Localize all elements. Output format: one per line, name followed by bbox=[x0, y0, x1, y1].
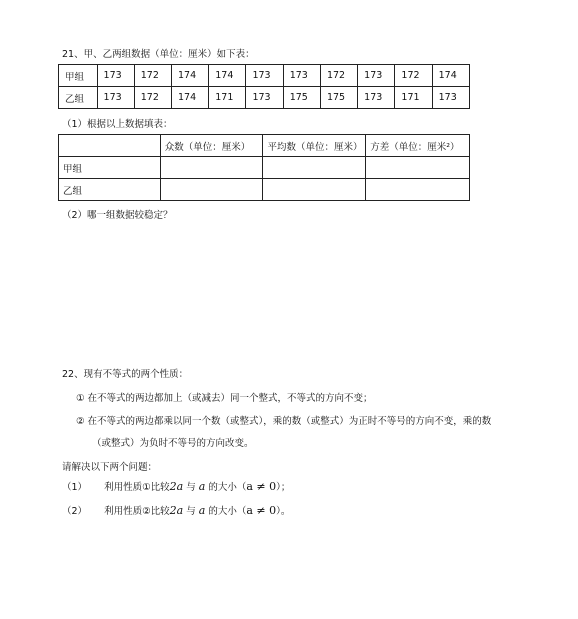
math-expr: 2a bbox=[169, 480, 184, 493]
table-cell: 174 bbox=[209, 65, 246, 87]
table-cell: 171 bbox=[209, 87, 246, 109]
property-2-line1: ② 在不等式的两边都乘以同一个数（或整式），乘的数（或整式）为正时不等号的方向不变，乘的数 bbox=[76, 416, 492, 427]
sub-number: （2） bbox=[62, 506, 88, 517]
q21-part1: （1）根据以上数据填表： bbox=[62, 119, 173, 130]
table-cell: 173 bbox=[97, 65, 134, 87]
table-cell: 173 bbox=[97, 87, 134, 109]
sub-text: 利用性质①比较 bbox=[104, 482, 170, 493]
instruction: 请解决以下两个问题： bbox=[62, 462, 158, 473]
property-2-line2: （或整式）为负时不等号的方向改变。 bbox=[92, 438, 254, 449]
table-row bbox=[59, 65, 470, 87]
sub-text: ）。 bbox=[276, 506, 291, 517]
header-cell: 方差（单位：厘米²） bbox=[366, 135, 470, 157]
property-1: ① 在不等式的两边都加上（或减去）同一个整式，不等式的方向不变； bbox=[76, 393, 373, 404]
table-cell: 174 bbox=[432, 65, 469, 87]
row-label: 乙组 bbox=[59, 179, 161, 201]
sub-text: 的大小（ bbox=[208, 482, 247, 493]
header-cell bbox=[59, 135, 161, 157]
sub-question-1 bbox=[62, 479, 290, 493]
data-table bbox=[58, 64, 470, 109]
table-row bbox=[59, 157, 470, 179]
sub-text: ）； bbox=[276, 482, 291, 493]
math-condition: a ≠ 0 bbox=[246, 504, 277, 517]
sub-text: 的大小（ bbox=[208, 506, 247, 517]
header-cell: 平均数（单位：厘米） bbox=[263, 135, 366, 157]
table-cell: 172 bbox=[134, 65, 171, 87]
table-cell: 172 bbox=[320, 65, 357, 87]
q22-title: 22、现有不等式的两个性质： bbox=[62, 369, 189, 380]
q21-part2: （2）哪一组数据较稳定？ bbox=[62, 210, 173, 221]
fill-table bbox=[58, 134, 470, 201]
table-cell: 175 bbox=[283, 87, 320, 109]
sub-text: 与 bbox=[186, 482, 196, 493]
table-cell: 171 bbox=[395, 87, 432, 109]
row-label: 乙组 bbox=[59, 87, 98, 109]
answer-cell[interactable] bbox=[263, 179, 366, 201]
math-condition: a ≠ 0 bbox=[246, 480, 277, 493]
row-label: 甲组 bbox=[59, 157, 161, 179]
table-cell: 173 bbox=[283, 65, 320, 87]
answer-cell[interactable] bbox=[366, 179, 470, 201]
math-expr: 2a bbox=[169, 504, 184, 517]
table-row bbox=[59, 179, 470, 201]
table-cell: 173 bbox=[246, 87, 283, 109]
math-expr: a bbox=[198, 504, 206, 517]
sub-text: 与 bbox=[186, 506, 196, 517]
sub-text: 利用性质②比较 bbox=[104, 506, 170, 517]
table-cell: 173 bbox=[358, 65, 395, 87]
header-cell: 众数（单位：厘米） bbox=[160, 135, 263, 157]
table-cell: 173 bbox=[358, 87, 395, 109]
answer-cell[interactable] bbox=[160, 157, 263, 179]
q21-title: 21、甲、乙两组数据（单位：厘米）如下表： bbox=[62, 49, 255, 60]
table-cell: 175 bbox=[320, 87, 357, 109]
answer-cell[interactable] bbox=[160, 179, 263, 201]
row-label: 甲组 bbox=[59, 65, 98, 87]
sub-number: （1） bbox=[62, 482, 88, 493]
table-cell: 174 bbox=[172, 65, 209, 87]
sub-question-2 bbox=[62, 503, 290, 517]
table-cell: 174 bbox=[172, 87, 209, 109]
table-cell: 173 bbox=[432, 87, 469, 109]
answer-cell[interactable] bbox=[263, 157, 366, 179]
table-row bbox=[59, 87, 470, 109]
table-cell: 172 bbox=[395, 65, 432, 87]
answer-cell[interactable] bbox=[366, 157, 470, 179]
table-cell: 172 bbox=[134, 87, 171, 109]
table-cell: 173 bbox=[246, 65, 283, 87]
math-expr: a bbox=[198, 480, 206, 493]
table-header-row bbox=[59, 135, 470, 157]
